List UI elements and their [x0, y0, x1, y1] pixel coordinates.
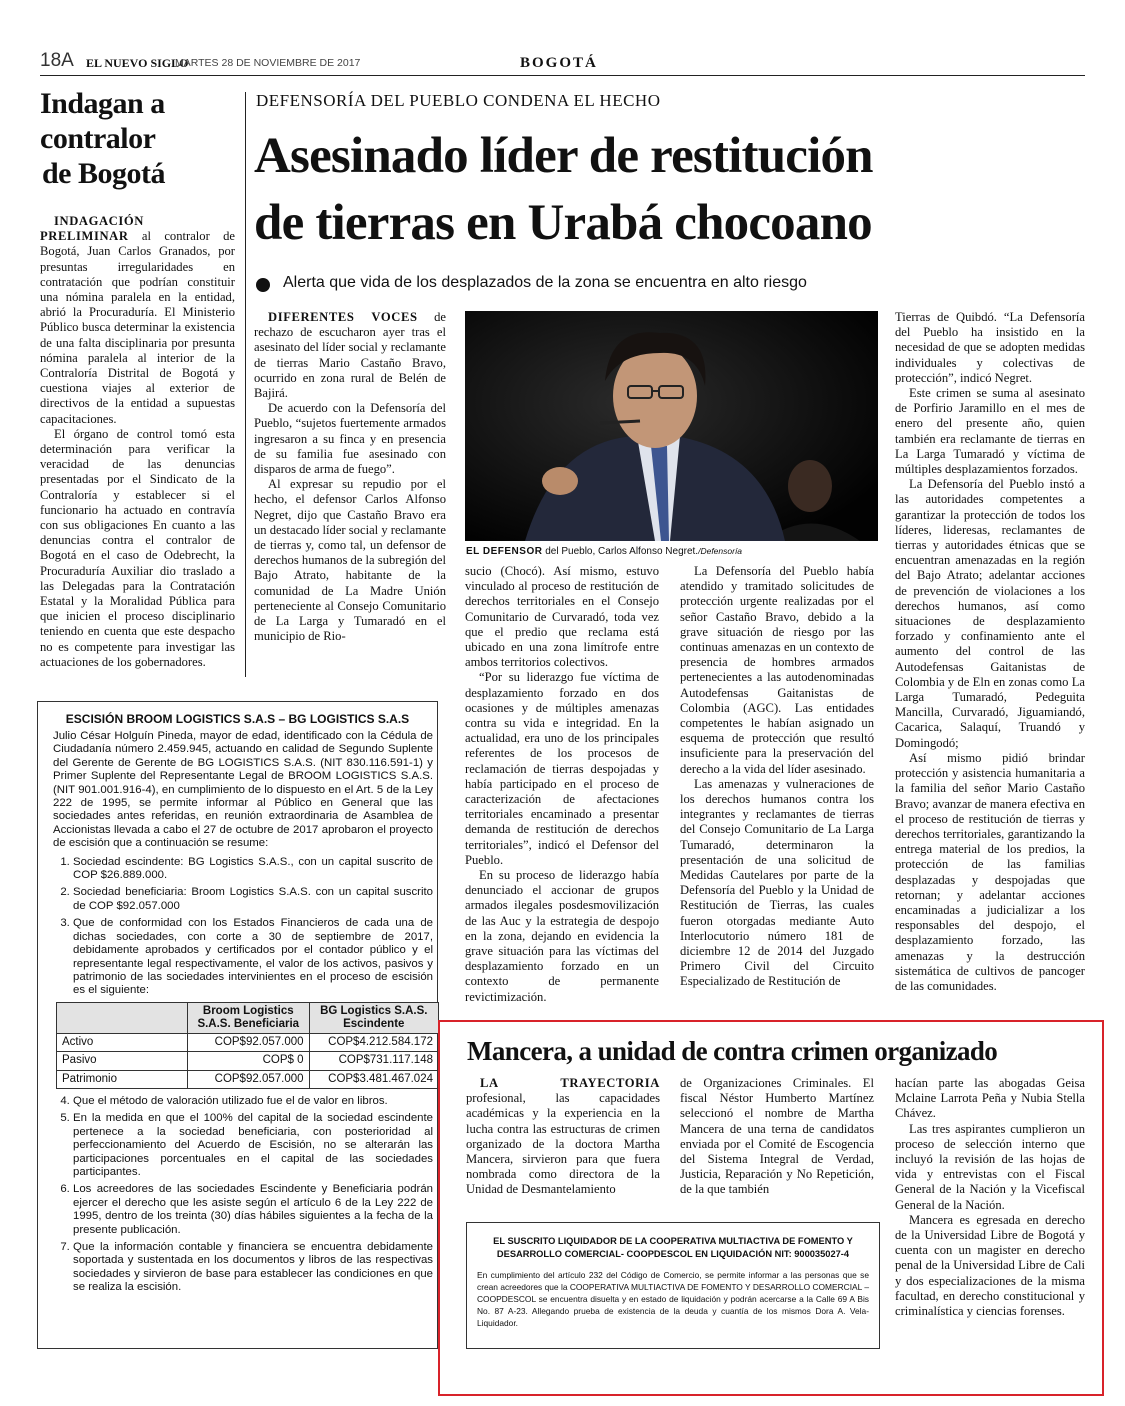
mancera-headline: Mancera, a unidad de contra crimen organizado [467, 1036, 998, 1066]
legal-notice-title: ESCISIÓN BROOM LOGISTICS S.A.S – BG LOGISTICS S.A.S [65, 712, 410, 726]
legal-item-4: 4. Que el método de valoración utilizado fue el de valor en libros. [73, 1095, 433, 1108]
legal-item-5: 5. En la medida en que el 100% del capital de la sociedad escindente pertenece a la sociedad beneficiaria, con posterioridad al perfeccionamiento del Acuerdo de Escisión, no se alterarán las participaciones porcentuales en el capital de las sociedades participantes. [73, 1112, 433, 1179]
sidebar-body: INDAGACIÓN PRELIMINAR al contralor de Bogotá, Juan Carlos Granados, por presuntas irregularidades en contratación que podrían constituir una nómina paralela en la entidad, abrió la Procuraduría. El Ministerio Público busca determinar la existencia de una falta disciplinaria por presunta nómina paralela al interior de la Contraloría Distrital de Bogotá y cuestiona viajes al exterior de directivos de la entidad a supuestas capacitaciones. El órgano de control tomó esta determinación para verificar la veracidad de las denuncias presentadas por el Sindicato de la Contraloría y establecer si el funcionario ha actuado en contravía con sus obligaciones En cuanto a las denuncias contra el contralor de Bogotá en el caso de Odebrecht, la Procuraduría Auxiliar dio traslado a las Delegadas para la Contratación Estatal y la Moralidad Pública para que inicien el proceso disciplinario teniendo en cuenta que este despacho no es competente para investigar las actuaciones de los gobernadores. [40, 214, 235, 669]
table-row: Activo COP$92.057.000 COP$4.212.584.172 [57, 1033, 439, 1051]
coop-notice-body: En cumplimiento del artículo 232 del Código de Comercio, se permite informar a las personas que se crean acreedores que la COOPERATIVA MULTIACTIVA DE FOMENTO Y DESARROLLO COMERCIAL – COOPDESCOL se encuentra disuelta y en estado de liquidación y podrán acercarse a la Calle 69 A Bis No. 87 A-23. Allegando prueba de existencia de la deuda y cuantía de los mismos Dora A. Vela- Liquidador. [477, 1270, 869, 1328]
page-number: 18A [40, 50, 74, 71]
table-header-broom: Broom Logistics S.A.S. Beneficiaria [188, 1002, 310, 1033]
sidebar-headline: Indagan a contralor de Bogotá [40, 87, 165, 190]
financial-table [56, 1002, 439, 1089]
table-row: Patrimonio COP$92.057.000 COP$3.481.467.024 [57, 1070, 439, 1088]
header-rule [40, 75, 1085, 76]
main-headline: Asesinado líder de restitución de tierras en Urabá chocoano [254, 128, 873, 251]
mancera-col-2: de Organizaciones Criminales. El fiscal Néstor Humberto Martínez seleccionó el nombre de Martha Mancera de una terna de candidatos enviada por el Comité de Escogencia del Sistema Integral de Verdad, Justicia, Reparación y No Repetición, de la que también [680, 1076, 874, 1197]
legal-notice-box [37, 701, 438, 1349]
photo-caption: EL DEFENSOR del Pueblo, Carlos Alfonso Negret./Defensoría [466, 546, 743, 557]
legal-item-1: 1. Sociedad escindente: BG Logistics S.A.S., con un capital suscrito de COP $26.889.000. [73, 856, 433, 883]
section-name: BOGOTÁ [520, 55, 598, 71]
coop-notice-title: EL SUSCRITO LIQUIDADOR DE LA COOPERATIVA MULTIACTIVA DE FOMENTO Y DESARROLLO COMERCIAL- COOPDESCOL EN LIQUIDACIÓN NIT: 900035027-4 [493, 1236, 853, 1259]
main-subheadline: Alerta que vida de los desplazados de la zona se encuentra en alto riesgo [283, 274, 807, 291]
bullet-icon [256, 278, 270, 292]
table-header-bg: BG Logistics S.A.S. Escindente [309, 1002, 438, 1033]
legal-notice-body: Julio César Holguín Pineda, mayor de edad, identificado con la Cédula de Ciudadanía número 2.459.945, actuando en calidad de Segundo Suplente del Gerente de Gerente de BG LOGISTICS S.A.S. (NIT 830.116.591-1) y Primer Suplente del Representante Legal de BROOM LOGISTICS S.A.S. (NIT 901.001.916-4), en cumplimiento de lo dispuesto en el Art. 5 de la Ley 222 de 1995, se permite informar al Público en General que las sociedades antes referidas, en reunión extraordinaria de Asamblea de Accionistas llevada a cabo el 27 de octubre de 2017 aprobaron el proyecto de escisión que a continuación se resume: 1. Sociedad escindente: BG Logistics S.A.S., con un capital suscrito de COP $26.889.000. 2. Sociedad beneficiaria: Broom Logistics S.A.S. con un capital suscrito de COP $92.057.000 3. Que de conformidad con los Estados Financieros de cada una de dichas sociedades, con corte a 30 de septiembre de 2017, debidamente aprobados y certificados por el contador público y el representante legal respectivamente, el valor de los activos, pasivos y patrimonio de las sociedades intervinientes en el proceso de escisión es el siguiente: Broom Logistics S.A.S. Beneficiaria BG Logistics S.A.S. Escindente Activo COP$92.057.000 COP$4.212.584.172 Pasivo COP$ 0 COP$731.117.148 Patrimonio COP$92.057.000 COP$3.481.467.024 4. Que el método de valoración utilizado fue el de valor en libros. 5. En la medida en que el 100% del capital de la sociedad escindente pertenece a la sociedad beneficiaria, con posterioridad al perfeccionamiento del Acuerdo de Escisión, no se alterarán las participaciones porcentuales en el capital de las sociedades participantes. 6. Los acreedores de las sociedades Escindente y Beneficiaria podrán ejercer el derecho que les asiste según el artículo 6 de la Ley 222 de 1995, dentro de los treinta (30) días hábiles siguientes a la fecha de la presente publicación. 7. Que la información contable y financiera se encuentra debidamente soportada y sustentada en los documentos y libros de las respectivas sociedades y sirvieron de base para establecer las condiciones en que se realiza la escisión. [53, 730, 433, 1299]
main-col-3: La Defensoría del Pueblo había atendido y tramitado solicitudes de protección urgente realizadas por el señor Castaño Bravo, debido a la grave situación de riesgo por las continuas amenazas en un contexto de presencia de hombres armados pertenecientes a las autodenominadas Autodefensas Gaitanistas de Colombia (AGC). Las entidades competentes le habían asignado un esquema de protección que resultó insuficiente para la preservación del derecho a la vida del líder asesinado. Las amenazas y vulneraciones de los derechos humanos contra los integrantes y reclamantes de tierras del Consejo Comunitario de La Larga Tumaradó, determinaron la presentación de una solicitud de Medidas Cautelares por parte de la Defensoría del Pueblo y la Unidad de Restitución de Tierras, las cuales fueron otorgadas mediante Auto Interlocutorio número 181 de diciembre 12 de 2014 del Juzgado Primero Civil del Circuito Especializado de Restitución de [680, 564, 874, 989]
portrait-illustration [465, 311, 878, 541]
issue-date: MARTES 28 DE NOVIEMBRE DE 2017 [175, 57, 361, 69]
coop-notice-box [466, 1222, 880, 1349]
main-col-4: Tierras de Quibdó. “La Defensoría del Pueblo ha insistido en la necesidad de que se adopten medidas individuales y colectivas de protección”, indicó Negret. Este crimen se suma al asesinato de Porfirio Jaramillo en el mes de enero del presente año, quien también era reclamante de tierras en La Larga Tumaradó y víctima de múltiples desplazamientos forzados. La Defensoría del Pueblo instó a las autoridades competentes a garantizar la protección de todos los líderes, lideresas, reclamantes de tierras y autoridades étnicas que se encuentran amenazadas en la región del Bajo Atrato; adelantar acciones de prevención de violaciones a los derechos humanos, así como situaciones de desplazamiento forzado y confinamiento ante el aumento del control de las Autodefensas Gaitanistas de Colombia y de Eln en zonas como La Larga Tumaradó, Pedeguita Mancilla, Curvaradó, Jiguamiandó, Cacarica, Salaquí, Truandó y Domingodó; Así mismo pidió brindar protección y asistencia humanitaria a la familia del señor Mario Castaño Bravo; avanzar de manera efectiva en el proceso de restitución de tierras y derechos territoriales, garantizando la entrega material de los predios, la protección de las familias desplazadas y despojadas que retornan; y adelantar acciones encaminadas a judicializar a los responsables del despojo, el desplazamiento forzado, las amenazas y la destrucción sistemática de cultivos de pancoger de las comunidades. [895, 310, 1085, 993]
main-col-2: sucio (Chocó). Así mismo, estuvo vinculado al proceso de restitución de derechos territoriales en el Consejo Comunitario de Curvaradó, toda vez que el predio que reclama está ubicado en una zona limítrofe entre ambos territorios colectivos. “Por su liderazgo fue víctima de desplazamiento forzado en dos ocasiones y de múltiples amenazas contra su vida e integridad. En la actualidad, era uno de los principales referentes de los procesos de reclamación de tierras despojadas y había participado en el proceso de caracterización de afectaciones territoriales encaminado a presentar demanda de restitución de derechos territoriales”, indicó el Defensor del Pueblo. En su proceso de liderazgo había denunciado el accionar de grupos armados ilegales posdesmovilización de las Auc y la estrategia de despojo en la zona, dejando en evidencia la grave situación para las víctimas del desplazamiento forzado en un contexto de permanente revictimización. [465, 564, 659, 1004]
sidebar-divider [245, 92, 246, 677]
legal-item-7: 7. Que la información contable y financiera se encuentra debidamente soportada y sustentada en los documentos y libros de las respectivas sociedades y sirvieron de base para establecer las condiciones en que se realiza la escisión. [73, 1241, 433, 1295]
table-row: Pasivo COP$ 0 COP$731.117.148 [57, 1052, 439, 1070]
legal-item-6: 6. Los acreedores de las sociedades Escindente y Beneficiaria podrán ejercer el derecho que les asiste según el artículo 6 de la Ley 222 de 1995, dentro de los treinta (30) días hábiles siguientes a la fecha de la presente publicación. [73, 1183, 433, 1237]
paper-name: EL NUEVO SIGLO [86, 56, 189, 70]
legal-item-3: 3. Que de conformidad con los Estados Financieros de cada una de dichas sociedades, con corte a 30 de septiembre de 2017, debidamente aprobados y certificados por el contador público y el representante legal respectivamente, el valor de los activos, pasivos y patrimonio de las sociedades intervinientes en el proceso de escisión es el siguiente: [73, 917, 433, 997]
main-col-1: DIFERENTES VOCES de rechazo de escucharon ayer tras el asesinato del líder social y reclamante de tierras Mario Castaño Bravo, ocurrido en zona rural de Belén de Bajirá. De acuerdo con la Defensoría del Pueblo, “sujetos fuertemente armados ingresaron a su finca y en presencia de su familia fue asesinado con disparos de arma de fuego”. Al expresar su repudio por el hecho, el defensor Carlos Alfonso Negret, dijo que Castaño Bravo era un destacado líder social y reclamante de tierras y, como tal, un defensor de derechos humanos de la subregión del Bajo Atrato, habitante de la comunidad de La Madre Unión perteneciente al Consejo Comunitario de La Larga y Tumaradó en el municipio de Rio- [254, 310, 446, 644]
legal-item-2: 2. Sociedad beneficiaria: Broom Logistics S.A.S. con un capital suscrito de COP $92.057.000 [73, 886, 433, 913]
mancera-col-3: hacían parte las abogadas Geisa Mclaine Larrota Peña y Nubia Stella Chávez. Las tres aspirantes cumplieron un proceso de selección interno que incluyó la revisión de las hojas de vida y entrevistas con el Fiscal General de la Nación y la Vicefiscal General de la Nación. Mancera es egresada en derecho de la Universidad Libre de Bogotá y cuenta con un magister en derecho penal de la Universidad Libre de Cali y dos especializaciones de la misma facultad, en derecho constitucional y criminalística y ciencias forenses. [895, 1076, 1085, 1319]
main-kicker: DEFENSORÍA DEL PUEBLO CONDENA EL HECHO [256, 91, 661, 110]
photo-defensor [465, 311, 878, 541]
mancera-col-1: LA TRAYECTORIA profesional, las capacidades académicas y la experiencia en la lucha contra las estructuras de crimen organizado de la doctora Martha Mancera, sirvieron para que fuera nombrada como directora de la Unidad de Desmantelamiento [466, 1076, 660, 1197]
